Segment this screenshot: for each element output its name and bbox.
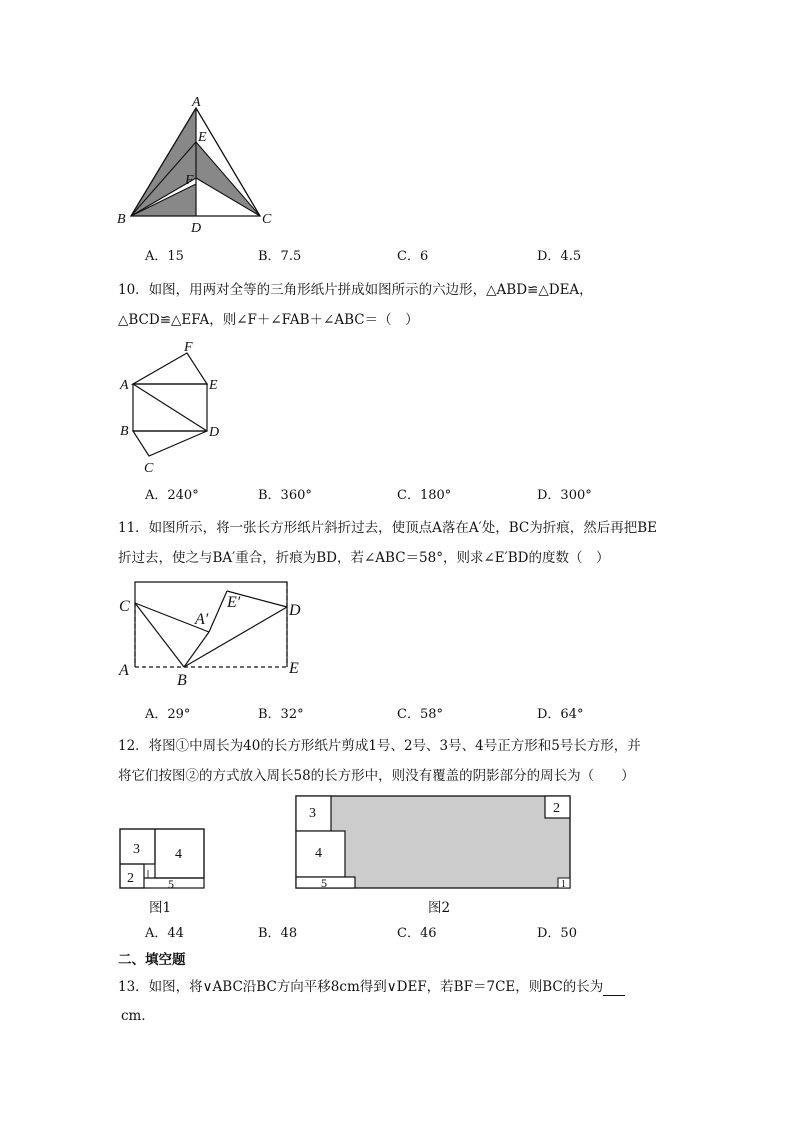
q11-stem-line2: 折过去，使之与BA′重合，折痕为BD，若∠ABC＝58°，则求∠E′BD的度数（ ） (118, 550, 610, 566)
q11-label-E: E (289, 660, 299, 677)
q12-fig1-label-3: 3 (133, 842, 140, 857)
q13-stem-line2: cm． (121, 1008, 155, 1024)
q11-label-D: D (289, 602, 301, 619)
q10-label-B: B (120, 424, 129, 439)
q11-option-d[interactable]: D．64° (537, 707, 584, 722)
q9-triangle-figure (110, 95, 280, 236)
q12-figure-2 (293, 794, 573, 890)
q9-label-F: F (185, 173, 194, 188)
q12-fig2-label-4: 4 (315, 846, 322, 861)
q9-option-b[interactable]: B．7.5 (258, 249, 302, 264)
q10-label-E: E (209, 378, 218, 393)
q10-label-A: A (120, 378, 129, 393)
q9-option-c[interactable]: C．6 (397, 249, 429, 264)
q10-option-b[interactable]: B．360° (258, 488, 312, 503)
q12-fig2-label-1: 1 (561, 879, 566, 890)
q12-fig2-caption: 图2 (428, 900, 451, 916)
q12-option-c[interactable]: C．46 (397, 926, 437, 941)
q12-stem-line2: 将它们按图②的方式放入周长58的长方形中，则没有覆盖的阴影部分的周长为（ ） (118, 768, 635, 784)
q10-stem-line2: △BCD≌△EFA，则∠F＋∠FAB＋∠ABC＝（ ） (118, 312, 419, 328)
q11-label-B: B (177, 672, 187, 689)
q13-stem-line1 (118, 978, 625, 996)
q12-fig1-label-2: 2 (127, 871, 134, 886)
q11-option-b[interactable]: B．32° (258, 707, 304, 722)
q10-label-D: D (209, 425, 220, 440)
q9-label-C: C (262, 212, 272, 227)
q9-option-a[interactable]: A．15 (145, 249, 184, 264)
q11-folded-rectangle-figure (115, 574, 325, 694)
q11-label-C: C (119, 598, 130, 615)
q11-label-E-prime: E′ (227, 594, 241, 611)
q10-option-a[interactable]: A．240° (145, 488, 199, 503)
q10-label-F: F (184, 340, 193, 355)
q11-stem-line1: 11．如图所示，将一张长方形纸片斜折过去，使顶点A落在A′处，BC为折痕，然后再把BE (118, 520, 658, 536)
q11-label-A: A (119, 662, 129, 679)
q9-label-A: A (192, 95, 201, 110)
q9-label-D: D (191, 221, 202, 236)
q12-fig1-label-4: 4 (175, 847, 182, 862)
q9-label-B: B (117, 212, 126, 227)
q12-figure-1 (118, 826, 208, 891)
q9-option-d[interactable]: D．4.5 (537, 249, 582, 264)
q10-option-c[interactable]: C．180° (397, 488, 452, 503)
q13-stem-text: 13．如图，将∨ABC沿BC方向平移8cm得到∨DEF，若BF＝7CE，则BC的长为 (118, 979, 604, 995)
q12-option-d[interactable]: D．50 (537, 926, 577, 941)
section-title: 二、填空题 (118, 952, 186, 968)
q10-stem-line1: 10．如图，用两对全等的三角形纸片拼成如图所示的六边形，△ABD≌△DEA， (118, 282, 593, 298)
q12-fig1-label-5: 5 (168, 877, 174, 891)
q11-option-a[interactable]: A．29° (145, 707, 191, 722)
q12-fig2-label-5: 5 (321, 876, 327, 890)
q12-fig1-caption: 图1 (149, 900, 172, 916)
q12-fig2-label-2: 2 (553, 801, 560, 816)
q11-label-A-prime: A′ (195, 611, 209, 628)
q12-option-b[interactable]: B．48 (258, 926, 298, 941)
q12-fig2-label-3: 3 (309, 806, 316, 821)
q9-label-E: E (198, 130, 207, 145)
q10-option-d[interactable]: D．300° (537, 488, 592, 503)
q11-option-c[interactable]: C．58° (397, 707, 443, 722)
q12-stem-line1: 12．将图①中周长为40的长方形纸片剪成1号、2号、3号、4号正方形和5号长方形，并 (118, 738, 641, 754)
q10-hexagon-figure (112, 340, 232, 475)
q12-option-a[interactable]: A．44 (145, 926, 184, 941)
q10-label-C: C (144, 461, 154, 476)
q13-answer-blank[interactable] (603, 981, 625, 996)
